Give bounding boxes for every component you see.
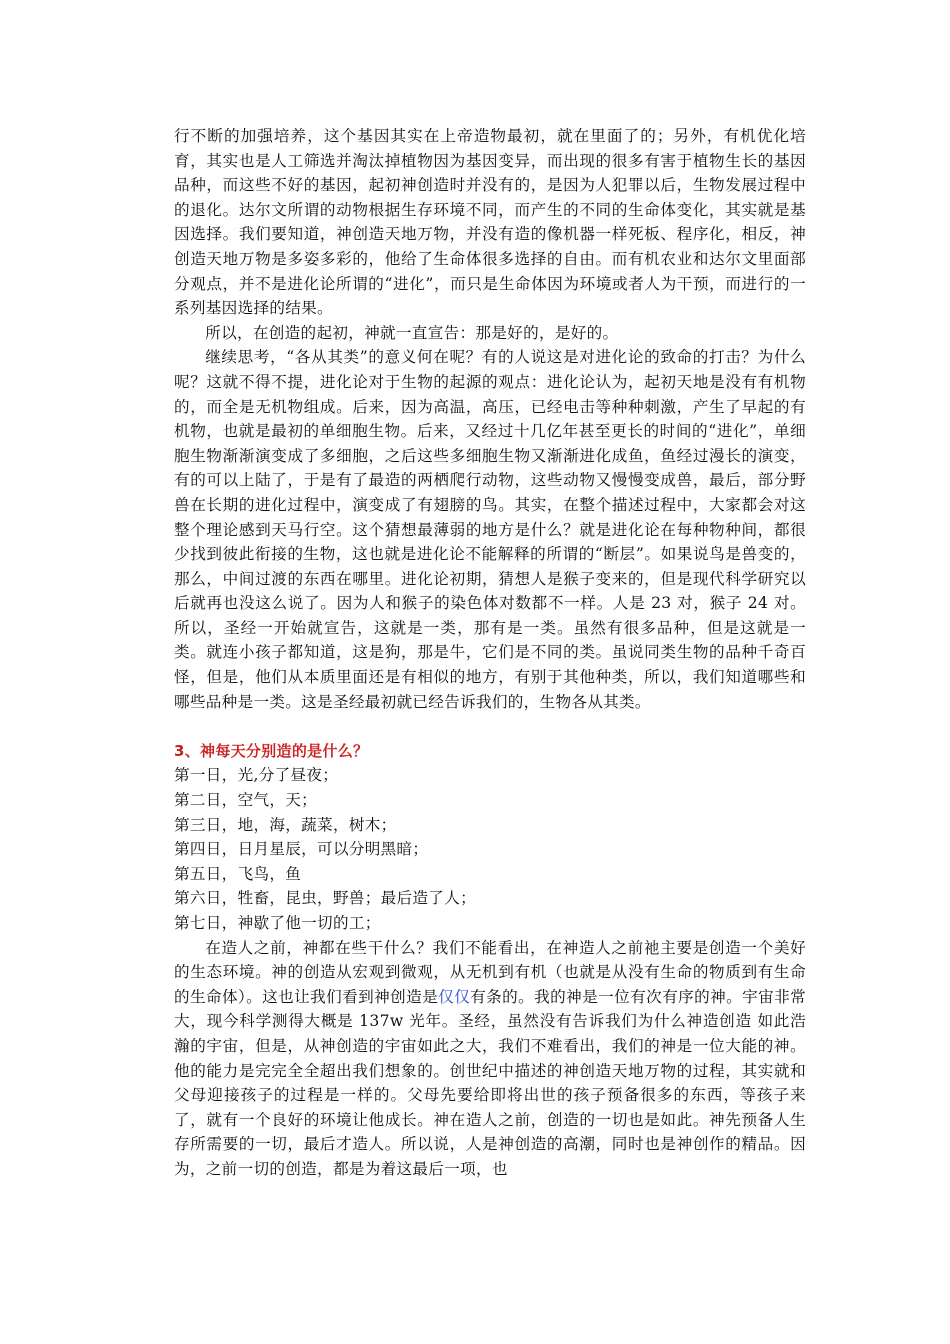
- blank-line: [174, 714, 806, 739]
- paragraph-text-end: 有条的。我的神是一位有次有序的神。宇宙非常大，现今科学测得大概是 137w 光年。圣经，虽然没有告诉我们为什么神造创造 如此浩瀚的宇宙，但是，从神创造的宇宙如此之大，我们不难看出，我们的神是一位大能的神。他的能力是完完全全超出我们想象的。创世纪中描述的神创造天地万物的过程，其实就和父母迎接孩子的过程是一样的。父母先要给即将出世的孩子预备很多的东西，等孩子来了，就有一个良好的环境让他成长。神在造人之前，创造的一切也是如此。神先预备人生存所需要的一切，最后才造人。所以说，人是神创造的高潮，同时也是神创作的精品。因为，之前一切的创造，都是为着这最后一项，也: [174, 987, 806, 1178]
- document-body: [174, 124, 806, 1182]
- day-item-6: 第六日，牲畜，昆虫，野兽；最后造了人；: [174, 889, 476, 908]
- highlighted-word: 仅仅: [438, 987, 471, 1006]
- day-item-2: 第二日，空气，天；: [174, 791, 318, 810]
- paragraph-before-creating-man: [174, 936, 806, 1182]
- day-item-3: 第三日，地，海，蔬菜，树木；: [174, 815, 397, 834]
- paragraph-each-after-kind: 继续思考，“各从其类”的意义何在呢？有的人说这是对进化论的致命的打击？为什么呢？这就不得不提，进化论对于生物的起源的观点：进化论认为，起初天地是没有有机物的，而全是无机物组成。后来，因为高温，高压，已经电击等种种刺激，产生了早起的有机物，也就是最初的单细胞生物。后来，又经过十几亿年甚至更长的时间的“进化”，单细胞生物渐渐演变成了多细胞，之后这些多细胞生物又渐渐进化成鱼，鱼经过漫长的演变，有的可以上陆了，于是有了最造的两栖爬行动物，这些动物又慢慢变成兽，最后，部分野兽在长期的进化过程中，演变成了有翅膀的鸟。其实，在整个描述过程中，大家都会对这整个理论感到天马行空。这个猜想最薄弱的地方是什么？就是进化论在每种物种间，都很少找到彼此衔接的生物，这也就是进化论不能解释的所谓的“断层”。如果说鸟是兽变的，那么，中间过渡的东西在哪里。进化论初期，猜想人是猴子变来的，但是现代科学研究以后就再也没这么说了。因为人和猴子的染色体对数都不一样。人是 23 对，猴子 24 对。所以，圣经一开始就宣告，这就是一类，那有是一类。虽然有很多品种，但是这就是一类。就连小孩子都知道，这是狗，那是牛，它们是不同的类。虽说同类生物的品种千奇百怪，但是，他们从本质里面还是有相似的地方，有别于其他种类，所以，我们知道哪些和哪些品种是一类。这是圣经最初就已经告诉我们的，生物各从其类。: [174, 348, 806, 711]
- day-item-7: 第七日，神歇了他一切的工；: [174, 914, 381, 932]
- day-item-5: 第五日，飞鸟，鱼: [174, 864, 302, 883]
- paragraph-text-start: 在造人之前，神都在些干什么？我们不能看出，在神造人之前祂主要是创造一个美好的生态环境。神的创造从宏观到微观，从无机到有机（也就是从没有生命的物质到有生命的生命体）。这也让我们看到神创造是: [174, 938, 806, 1006]
- paragraph-good-declaration: 所以，在创造的起初，神就一直宣告：那是好的，是好的。: [205, 323, 619, 342]
- paragraph-genes: 行不断的加强培养，这个基因其实在上帝造物最初，就在里面了的；另外，有机优化培育，其实也是人工筛选并淘汰掉植物因为基因变异，而出现的很多有害于植物生长的基因品种，而这些不好的基因，起初神创造时并没有的，是因为人犯罪以后，生物发展过程中的退化。达尔文所谓的动物根据生存环境不同，而产生的不同的生命体变化，其实就是基因选择。我们要知道，神创造天地万物，并没有造的像机器一样死板、程序化，相反，神创造天地万物是多姿多彩的，他给了生命体很多选择的自由。而有机农业和达尔文里面部分观点，并不是进化论所谓的“进化”，而只是生命体因为环境或者人为干预，而进行的一系列基因选择的结果。: [174, 127, 806, 318]
- day-item-1: 第一日，光,分了昼夜；: [174, 766, 339, 785]
- section-heading: 3、神每天分别造的是什么？: [174, 741, 369, 760]
- day-item-4: 第四日，日月星辰，可以分明黑暗；: [174, 840, 429, 859]
